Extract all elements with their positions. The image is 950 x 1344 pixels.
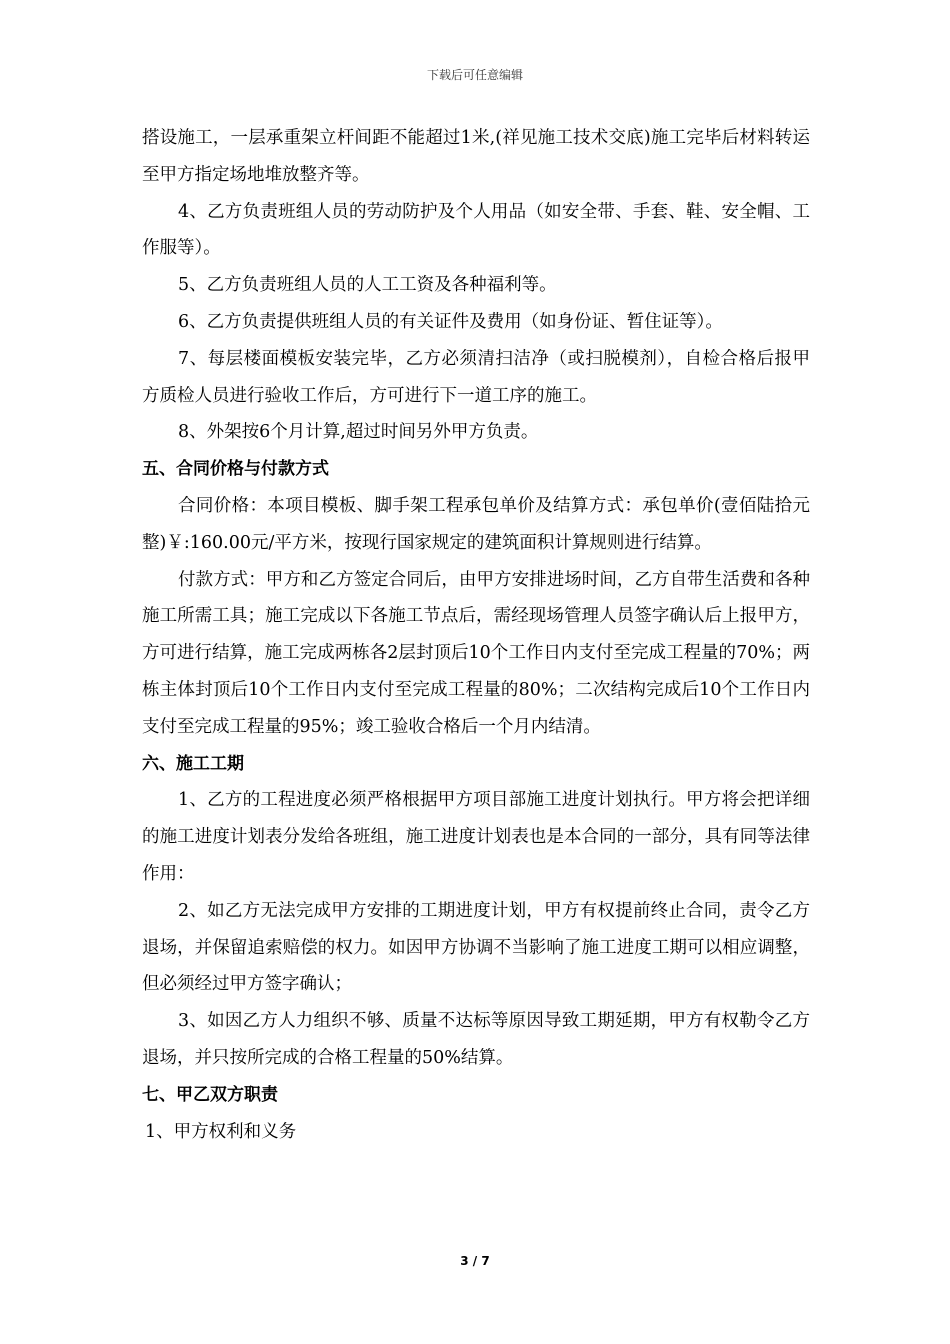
paragraph-schedule-2: 2、如乙方无法完成甲方安排的工期进度计划，甲方有权提前终止合同，责令乙方退场，并保留追索赔偿的权力。如因甲方协调不当影响了施工进度工期可以相应调整，但必须经过甲方签字确认；: [142, 900, 810, 995]
page-number: 3 / 7: [460, 1254, 490, 1268]
document-body: [142, 120, 810, 1150]
paragraph-item-4: 4、乙方负责班组人员的劳动防护及个人用品（如安全带、手套、鞋、安全帽、工作服等）。: [142, 201, 810, 259]
subheading-party-a-rights: 1、甲方权利和义务: [145, 1121, 297, 1142]
paragraph-item-7: 7、每层楼面模板安装完毕，乙方必须清扫洁净（或扫脱模剂），自检合格后报甲方质检人员进行验收工作后，方可进行下一道工序的施工。: [142, 348, 810, 406]
paragraph-item-6: 6、乙方负责提供班组人员的有关证件及费用（如身份证、暂住证等）。: [178, 311, 723, 332]
paragraph-contract-price: 合同价格：本项目模板、脚手架工程承包单价及结算方式：承包单价(壹佰陆拾元整)￥:160.00元/平方米，按现行国家规定的建筑面积计算规则进行结算。: [142, 495, 810, 553]
page-header-note: 下载后可任意编辑: [426, 68, 523, 82]
paragraph-scaffold-continued: 搭设施工，一层承重架立杆间距不能超过1米,(祥见施工技术交底)施工完毕后材料转运至甲方指定场地堆放整齐等。: [142, 128, 810, 185]
section-heading-7: 七、甲乙双方职责: [142, 1084, 278, 1105]
paragraph-item-8: 8、外架按6个月计算,超过时间另外甲方负责。: [178, 422, 539, 443]
paragraph-schedule-3: 3、如因乙方人力组织不够、质量不达标等原因导致工期延期，甲方有权勒令乙方退场，并只按所完成的合格工程量的50%结算。: [142, 1011, 810, 1068]
paragraph-item-5: 5、乙方负责班组人员的人工工资及各种福利等。: [178, 275, 557, 296]
section-heading-6: 六、施工工期: [142, 753, 244, 774]
paragraph-payment-method: 付款方式：甲方和乙方签定合同后，由甲方安排进场时间，乙方自带生活费和各种施工所需工具；施工完成以下各施工节点后，需经现场管理人员签字确认后上报甲方，方可进行结算，施工完成两栋各2层封顶后10个工作日内支付至完成工程量的70%；两栋主体封顶后10个工作日内支付至完成工程量的80%；二次结构完成后10个工作日内支付至完成工程量的95%；竣工验收合格后一个月内结清。: [142, 569, 810, 737]
paragraph-schedule-1: 1、乙方的工程进度必须严格根据甲方项目部施工进度计划执行。甲方将会把详细的施工进度计划表分发给各班组，施工进度计划表也是本合同的一部分，具有同等法律作用：: [142, 790, 810, 884]
section-heading-5: 五、合同价格与付款方式: [142, 459, 329, 480]
